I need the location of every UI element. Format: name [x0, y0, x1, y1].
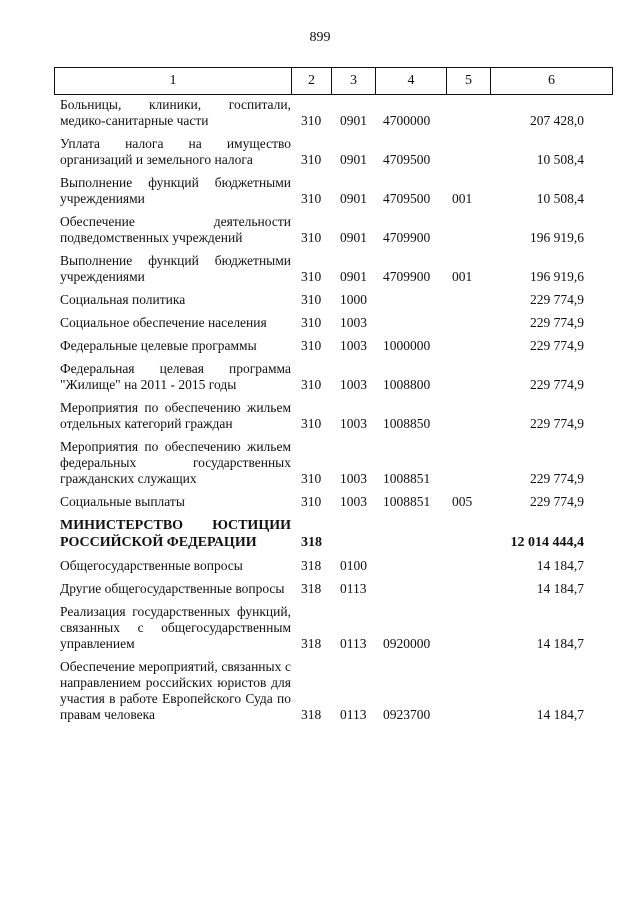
row-name: Мероприятия по обеспечению жильем отдельных категорий граждан	[60, 400, 291, 431]
row-code-3: 1003	[340, 338, 367, 353]
ministry-name: МИНИСТЕРСТВО ЮСТИЦИИ РОССИЙСКОЙ ФЕДЕРАЦИИ	[60, 518, 291, 550]
row-name: Больницы, клиники, госпитали, медико-санитарные части	[60, 97, 291, 128]
row-code-5: 005	[452, 494, 473, 509]
row-code-3: 1003	[340, 315, 367, 330]
table-row	[0, 97, 640, 129]
row-code-3: 0901	[340, 230, 367, 245]
row-name: Федеральные целевые программы	[60, 338, 257, 353]
row-code-3: 0100	[340, 558, 367, 573]
row-code-3: 1003	[340, 471, 367, 486]
table-body	[0, 97, 640, 730]
table-header	[54, 67, 613, 95]
table-row	[0, 253, 640, 285]
row-code-2: 318	[301, 535, 322, 550]
row-code-2: 310	[301, 191, 322, 206]
row-amount: 229 774,9	[530, 315, 584, 330]
row-code-2: 310	[301, 152, 322, 167]
row-code-4: 4700000	[383, 113, 431, 128]
row-code-4: 0923700	[383, 707, 431, 722]
row-code-2: 310	[301, 315, 322, 330]
row-code-4: 1000000	[383, 338, 431, 353]
header-col-1: 1	[55, 68, 292, 95]
table-row	[0, 175, 640, 207]
row-code-3: 0113	[340, 707, 367, 722]
page-number: 899	[309, 30, 331, 45]
row-code-2: 310	[301, 377, 322, 392]
row-code-2: 318	[301, 707, 322, 722]
table-row-ministry	[0, 517, 640, 551]
row-amount: 229 774,9	[530, 338, 584, 353]
row-name: Общегосударственные вопросы	[60, 558, 243, 573]
row-name: Социальная политика	[60, 292, 186, 307]
row-code-2: 310	[301, 471, 322, 486]
row-name: Обеспечение деятельности подведомственных учреждений	[60, 214, 291, 245]
row-name: Другие общегосударственные вопросы	[60, 581, 285, 596]
row-code-3: 1000	[340, 292, 367, 307]
row-amount: 229 774,9	[530, 416, 584, 431]
row-code-3: 0901	[340, 269, 367, 284]
table-row	[0, 292, 640, 308]
row-amount: 196 919,6	[530, 269, 584, 284]
row-code-2: 318	[301, 558, 322, 573]
header-col-3: 3	[332, 68, 376, 95]
row-code-2: 318	[301, 636, 322, 651]
row-amount: 14 184,7	[536, 707, 584, 722]
row-amount: 14 184,7	[536, 581, 584, 596]
header-col-4: 4	[376, 68, 447, 95]
row-code-3: 0901	[340, 113, 367, 128]
table-row	[0, 315, 640, 331]
row-amount: 14 184,7	[536, 636, 584, 651]
table-row	[0, 659, 640, 723]
table-row	[0, 361, 640, 393]
row-code-2: 310	[301, 269, 322, 284]
row-name: Социальные выплаты	[60, 494, 185, 509]
row-code-4: 1008851	[383, 471, 431, 486]
row-code-3: 1003	[340, 494, 367, 509]
row-amount: 14 184,7	[536, 558, 584, 573]
row-amount: 10 508,4	[536, 152, 584, 167]
row-code-2: 310	[301, 416, 322, 431]
row-amount: 12 014 444,4	[510, 535, 584, 550]
table-row	[0, 494, 640, 510]
row-code-4: 4709900	[383, 230, 431, 245]
row-name: Социальное обеспечение населения	[60, 315, 267, 330]
row-amount: 229 774,9	[530, 471, 584, 486]
row-code-2: 310	[301, 494, 322, 509]
row-name: Обеспечение мероприятий, связанных с направлением российских юристов для участия в работе Европейского Суда по правам человека	[60, 659, 291, 722]
row-code-3: 1003	[340, 377, 367, 392]
row-code-5: 001	[452, 269, 473, 284]
row-code-2: 310	[301, 292, 322, 307]
row-name: Выполнение функций бюджетными учреждениями	[60, 175, 291, 206]
row-code-2: 310	[301, 338, 322, 353]
header-col-5: 5	[447, 68, 491, 95]
row-amount: 229 774,9	[530, 292, 584, 307]
row-amount: 196 919,6	[530, 230, 584, 245]
row-code-3: 1003	[340, 416, 367, 431]
row-code-3: 0901	[340, 152, 367, 167]
row-code-4: 1008800	[383, 377, 431, 392]
row-code-5: 001	[452, 191, 473, 206]
table-row	[0, 214, 640, 246]
table-row	[0, 136, 640, 168]
row-code-4: 1008850	[383, 416, 431, 431]
row-code-3: 0113	[340, 581, 367, 596]
row-code-4: 4709500	[383, 152, 431, 167]
row-amount: 10 508,4	[536, 191, 584, 206]
table-row	[0, 558, 640, 574]
table-row	[0, 604, 640, 652]
header-col-2: 2	[292, 68, 332, 95]
table-row	[0, 400, 640, 432]
row-code-3: 0901	[340, 191, 367, 206]
row-code-4: 4709900	[383, 269, 431, 284]
row-name: Уплата налога на имущество организаций и земельного налога	[60, 136, 291, 167]
row-amount: 207 428,0	[530, 113, 584, 128]
row-amount: 229 774,9	[530, 494, 584, 509]
row-name: Мероприятия по обеспечению жильем федеральных государственных гражданских служащих	[60, 439, 291, 486]
row-name: Федеральная целевая программа "Жилище" на 2011 - 2015 годы	[60, 361, 291, 392]
row-amount: 229 774,9	[530, 377, 584, 392]
table-row	[0, 581, 640, 597]
row-code-3: 0113	[340, 636, 367, 651]
row-code-4: 1008851	[383, 494, 431, 509]
row-name: Выполнение функций бюджетными учреждениями	[60, 253, 291, 284]
row-code-4: 0920000	[383, 636, 431, 651]
header-col-6: 6	[491, 68, 613, 95]
table-row	[0, 439, 640, 487]
row-code-2: 310	[301, 230, 322, 245]
table-row	[0, 338, 640, 354]
row-name: Реализация государственных функций, связанных с общегосударственным управлением	[60, 604, 291, 651]
row-code-2: 318	[301, 581, 322, 596]
row-code-2: 310	[301, 113, 322, 128]
row-code-4: 4709500	[383, 191, 431, 206]
